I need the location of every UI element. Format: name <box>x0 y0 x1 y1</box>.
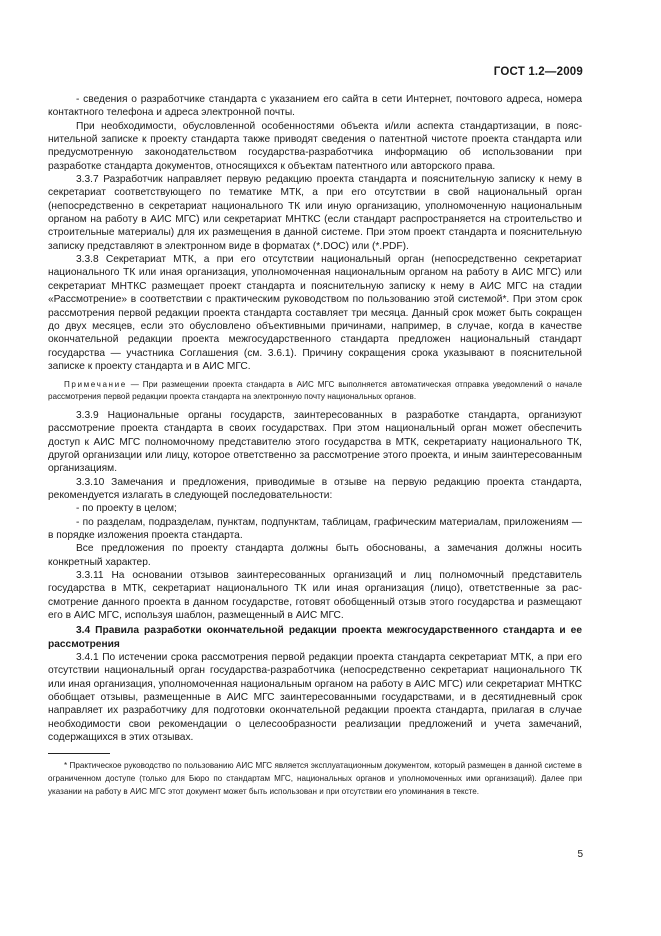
paragraph: Все предложения по проекту стандарта должны быть обоснованы, а замечания должны носить конкретный характер. <box>48 543 582 568</box>
paragraph: 3.3.7 Разработчик направляет первую редакцию проекта стандарта и пояснительную записку к нему в секретариат соответствующего по тематике МТК, а при его отсутствии в свой национальный орган (непосредственно в секретариат национального ТК или иную организацию, уполномоченную национальным органом на работу в АИС МГС) или секретариат МНТКС (если стандарт распространяется на строительство и строительные материалы) для их размещения в данной системе. При этом проект стандарта и пояснительную записку представляют в электронном виде в форматах (*.DOC) или (*.PDF). <box>48 174 582 252</box>
body-text <box>48 93 582 744</box>
paragraph: 3.4.1 По истечении срока рассмотрения первой редакции проекта стандарта секретариат МТК, а при его отсутствии национальный орган государства-разработчика (непосредственно секретариат национального ТК или иная организация, уполномоченная национальным органом на работу в АИС МГС) или секретариат МНТКС обобщает отзывы, размещенные в АИС МГС заинтересованными государствами, и в десятидневный срок направляет их разработчику для подготовки окончательной редакции проекта стандарта, прилагая в случае необходимости свои рекомендации о целесообразности реализации предложений и учета замечаний, содержащихся в этих отзывах. <box>48 652 582 744</box>
list-item: - по проекту в целом; <box>76 503 177 515</box>
footnote-divider <box>48 753 110 754</box>
section-heading: 3.4 Правила разработки окончательной редакции проекта межгосударственного стандарта и ее рассмотрения <box>48 625 582 650</box>
paragraph: - сведения о разработчике стандарта с указанием его сайта в сети Интернет, почтового адреса, номера контактного телефона и адреса электронной почты. <box>48 94 582 119</box>
footnote-text: * Практическое руководство по пользованию АИС МГС является эксплуатационным документом, который размещен в данной системе в ограниченном доступе (только для Бюро по стандартам МГС, национальных органов и уполномоченных ими организаций). Далее при указании на работу в АИС МГС этот документ может быть использован и при отсутствии его упоминания в тексте. <box>48 761 582 797</box>
paragraph: 3.3.10 Замечания и предложения, приводимые в отзыве на первую редакцию проекта стандарта, рекомендуется излагать в следующей последовательности: <box>48 476 582 501</box>
note-text: — При размещении проекта стандарта в АИС МГС выполняется автоматическая отправка уведомлений о начале рассмотрения первой редакции проекта стандарта на электронную почту национальных органов. <box>48 380 582 402</box>
note <box>48 379 582 403</box>
paragraph: При необходимости, обусловленной особенностями объекта и/или аспекта стандартизации, в пояснительной записке к проекту стандарта также приводят сведения о патентной чистоте проекта стандарта или предусмотренную законодательством государства-разработчика информацию об использовании при разработке стандарта документов, относящихся к объектам патентного или авторского права. <box>48 120 582 172</box>
standard-header: ГОСТ 1.2—2009 <box>493 66 583 78</box>
note-label: Примечание <box>64 380 127 390</box>
paragraph: 3.3.8 Секретариат МТК, а при его отсутствии национальный орган (непосредственно секретариат национального ТК или иная организация, уполномоченная национальным органом на работу в АИС МГС) или секретариат МНТКС размещает проект стандарта и пояснительную записку к нему в АИС МГС на стадии «Рассмотрение» в соответствии с практическим руководством по пользованию этой системой*. При этом срок рассмотрения первой редакции проекта стандарта составляет три месяца. Данный срок может быть сокращен до двух месяцев, если это обусловлено объективными причинами, например, в случае, когда в качестве окончательной редакции проекта межгосударственного стандарта предложен национальный стандарт государства — участника Соглашения (см. 3.6.1). Причину сокращения срока указывают в пояснительной записке к проекту стандарта и в АИС МГС. <box>48 254 582 372</box>
paragraph: 3.3.9 Национальные органы государств, заинтересованных в разработке стандарта, организуют рассмотрение проекта стандарта в своих государствах. При этом национальный орган может обеспечить доступ к АИС МГС полномочному представителю этого государства в МТК, секретариату национального ТК, другой организации или лицу, которое ответственно за рассмотрение этого проекта, и иным заинтересованным организациям. <box>48 409 582 475</box>
list-item: - по разделам, подразделам, пунктам, подпунктам, таблицам, графическим материалам, приложениям — в порядке изложения проекта стандарта. <box>48 516 582 541</box>
footnote <box>48 759 582 799</box>
page-number: 5 <box>577 849 583 860</box>
paragraph: 3.3.11 На основании отзывов заинтересованных организаций и лиц полномочный представитель государства в МТК, секретариат национального ТК или иная организация (лицо), ответственные за рассмотрение данного проекта в данном государстве, готовят обобщенный отзыв этого государства и размещают его в АИС МГС, используя шаблон, размещенный в АИС МГС. <box>48 569 582 621</box>
